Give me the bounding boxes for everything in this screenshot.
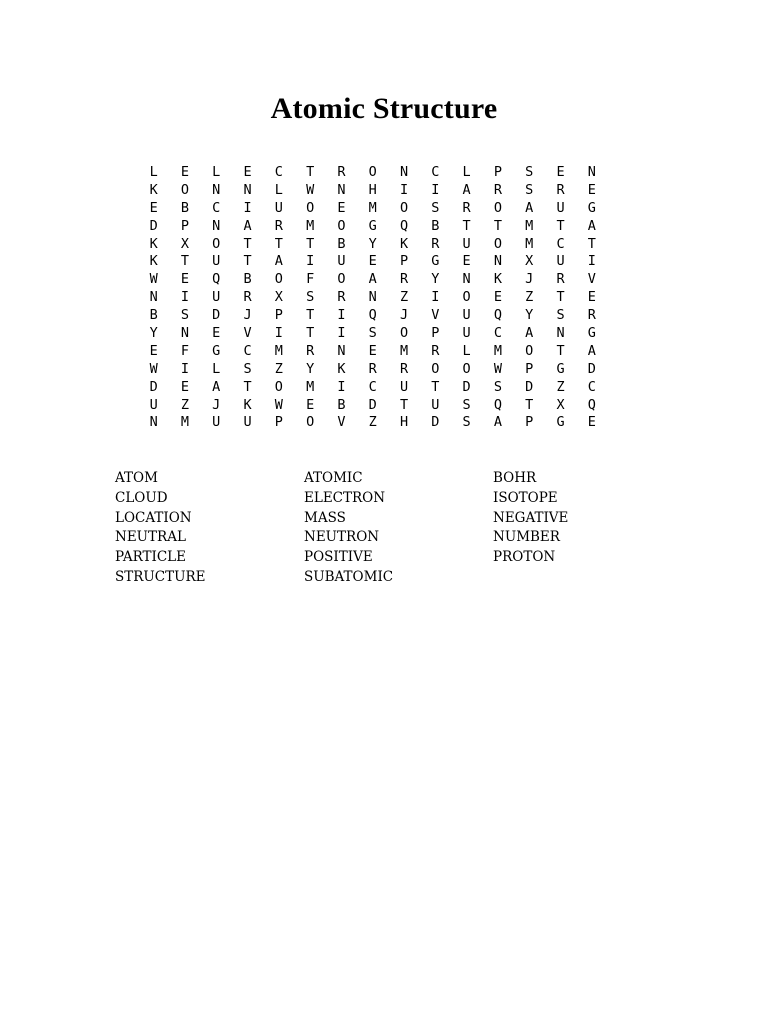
grid-letter: C [368, 378, 377, 395]
grid-letter: E [337, 199, 346, 216]
grid-letter: M [180, 414, 190, 431]
grid-letter: B [337, 235, 346, 252]
grid-letter: T [493, 217, 502, 234]
word-list-item: NEUTRAL [115, 529, 186, 546]
grid-letter: W [493, 360, 502, 377]
grid-letter: R [556, 181, 565, 198]
grid-letter: U [431, 396, 440, 413]
grid-letter: T [243, 378, 252, 395]
grid-letter: Q [368, 307, 377, 324]
grid-letter: T [431, 378, 440, 395]
grid-letter: P [525, 360, 534, 377]
grid-letter: O [431, 360, 440, 377]
grid-letter: O [462, 289, 471, 306]
grid-letter: Z [180, 396, 190, 413]
grid-letter: V [243, 325, 252, 342]
grid-letter: T [243, 253, 252, 270]
word-list-item: NEGATIVE [493, 509, 569, 526]
grid-letter: Y [306, 360, 315, 377]
grid-letter: A [462, 181, 471, 198]
grid-letter: A [525, 325, 534, 342]
grid-letter: M [493, 342, 502, 359]
grid-letter: R [431, 342, 440, 359]
grid-letter: R [337, 289, 346, 306]
grid-letter: I [306, 253, 315, 270]
grid-letter: R [306, 342, 315, 359]
word-list-item: ISOTOPE [493, 489, 558, 506]
grid-letter: D [587, 360, 596, 377]
grid-letter: U [212, 414, 221, 431]
grid-letter: S [431, 199, 440, 216]
grid-letter: L [149, 164, 158, 180]
grid-letter: K [493, 271, 502, 288]
grid-letter: P [493, 164, 502, 180]
grid-letter: U [149, 396, 158, 413]
grid-letter: T [306, 235, 315, 252]
page-title: Atomic Structure [270, 92, 498, 125]
grid-letter: T [525, 396, 534, 413]
grid-letter: Y [431, 271, 440, 288]
grid-letter: J [243, 307, 252, 324]
grid-letter: K [337, 360, 346, 377]
grid-letter: O [399, 199, 409, 216]
grid-letter: O [493, 235, 502, 252]
word-list-item: PROTON [493, 549, 556, 566]
grid-letter: C [212, 199, 221, 216]
grid-letter: E [149, 199, 158, 216]
grid-letter: D [212, 307, 221, 324]
word-list-item: SUBATOMIC [304, 568, 394, 585]
grid-letter: O [306, 199, 315, 216]
grid-letter: B [431, 217, 440, 234]
grid-letter: T [556, 289, 565, 306]
word-list-item: POSITIVE [304, 549, 373, 566]
grid-letter: O [180, 181, 190, 198]
grid-letter: U [556, 199, 565, 216]
grid-letter: O [462, 360, 471, 377]
grid-letter: F [180, 342, 190, 359]
grid-letter: G [368, 217, 377, 234]
grid-letter: Z [525, 289, 534, 306]
word-list-item: ATOMIC [304, 470, 363, 486]
grid-letter: Q [493, 396, 502, 413]
grid-letter: W [149, 360, 158, 377]
grid-letter: R [399, 271, 409, 288]
grid-letter: I [431, 289, 440, 306]
grid-letter: N [212, 217, 221, 234]
grid-letter: K [149, 181, 158, 198]
grid-letter: N [462, 271, 471, 288]
grid-letter: I [399, 181, 409, 198]
grid-letter: I [180, 360, 190, 377]
grid-letter: L [462, 342, 471, 359]
word-list [115, 469, 715, 588]
grid-letter: T [462, 217, 471, 234]
grid-letter: R [493, 181, 502, 198]
grid-letter: X [180, 235, 190, 252]
word-list-item: NUMBER [493, 529, 560, 546]
grid-letter: U [243, 414, 252, 431]
grid-letter: N [149, 289, 158, 306]
grid-letter: D [525, 378, 534, 395]
grid-letter: I [243, 199, 252, 216]
grid-letter: E [180, 164, 190, 180]
grid-letter: D [462, 378, 471, 395]
grid-letter: T [180, 253, 190, 270]
grid-letter: D [431, 414, 440, 431]
word-list-item: BOHR [493, 470, 537, 486]
grid-letter: C [493, 325, 502, 342]
grid-letter: C [243, 342, 252, 359]
grid-letter: G [587, 325, 596, 342]
grid-letter: V [587, 271, 596, 288]
grid-letter: N [368, 289, 377, 306]
grid-letter: E [180, 378, 190, 395]
grid-letter: M [306, 217, 315, 234]
grid-letter: U [337, 253, 346, 270]
grid-letter: U [399, 378, 409, 395]
grid-letter: T [243, 235, 252, 252]
grid-letter: E [587, 289, 596, 306]
grid-letter: G [212, 342, 221, 359]
grid-letter: R [431, 235, 440, 252]
grid-letter: T [556, 217, 565, 234]
grid-letter: P [274, 414, 283, 431]
grid-letter: R [274, 217, 283, 234]
grid-letter: S [180, 307, 190, 324]
grid-letter: K [399, 235, 409, 252]
grid-letter: R [556, 271, 565, 288]
grid-letter: S [556, 307, 565, 324]
grid-letter: Q [399, 217, 409, 234]
grid-letter: Q [493, 307, 502, 324]
word-list-item: LOCATION [115, 509, 192, 526]
grid-letter: B [149, 307, 158, 324]
grid-letter: E [368, 342, 377, 359]
grid-letter: A [493, 414, 502, 431]
grid-letter: I [180, 289, 190, 306]
grid-letter: T [306, 164, 315, 180]
grid-letter: S [493, 378, 502, 395]
grid-letter: D [368, 396, 377, 413]
grid-letter: T [274, 235, 283, 252]
grid-letter: N [149, 414, 158, 431]
grid-letter: N [337, 181, 346, 198]
grid-letter: E [368, 253, 377, 270]
grid-letter: O [368, 164, 377, 180]
grid-letter: N [243, 181, 252, 198]
grid-letter: L [462, 164, 471, 180]
word-search-grid [138, 164, 607, 432]
grid-letter: O [274, 271, 283, 288]
grid-letter: K [149, 235, 158, 252]
grid-letter: T [587, 235, 596, 252]
grid-letter: E [243, 164, 252, 180]
grid-letter: B [243, 271, 252, 288]
grid-letter: N [587, 164, 596, 180]
grid-letter: M [525, 217, 534, 234]
grid-letter: G [431, 253, 440, 270]
grid-letter: E [587, 414, 596, 431]
grid-letter: M [274, 342, 283, 359]
grid-letter: C [556, 235, 565, 252]
grid-letter: N [399, 164, 409, 180]
grid-letter: A [212, 378, 221, 395]
grid-letter: D [149, 217, 158, 234]
grid-letter: W [274, 396, 283, 413]
grid-letter: E [587, 181, 596, 198]
grid-letter: V [431, 307, 440, 324]
grid-letter: O [337, 217, 346, 234]
grid-letter: T [306, 325, 315, 342]
grid-letter: Z [399, 289, 409, 306]
grid-letter: T [306, 307, 315, 324]
grid-letter: N [212, 181, 221, 198]
grid-letter: U [462, 307, 471, 324]
grid-letter: Q [212, 271, 221, 288]
grid-letter: T [399, 396, 409, 413]
grid-letter: N [556, 325, 565, 342]
grid-letter: O [493, 199, 502, 216]
grid-letter: U [274, 199, 283, 216]
grid-letter: U [212, 253, 221, 270]
grid-letter: V [337, 414, 346, 431]
grid-letter: M [399, 342, 409, 359]
grid-letter: E [149, 342, 158, 359]
grid-letter: M [306, 378, 315, 395]
grid-letter: F [306, 271, 315, 288]
word-list-item: CLOUD [115, 489, 168, 506]
grid-letter: H [399, 414, 409, 431]
grid-letter: D [149, 378, 158, 395]
grid-letter: M [525, 235, 534, 252]
word-list-item: STRUCTURE [115, 568, 206, 585]
grid-letter: L [212, 164, 221, 180]
grid-letter: I [587, 253, 596, 270]
grid-letter: E [180, 271, 190, 288]
grid-letter: J [399, 307, 409, 324]
grid-letter: E [556, 164, 565, 180]
grid-letter: O [399, 325, 409, 342]
grid-letter: K [149, 253, 158, 270]
grid-letter: O [274, 378, 283, 395]
word-list-item: NEUTRON [304, 529, 380, 546]
grid-letter: B [337, 396, 346, 413]
word-list-item: PARTICLE [115, 549, 187, 566]
grid-letter: U [212, 289, 221, 306]
grid-letter: R [368, 360, 377, 377]
grid-letter: I [337, 325, 346, 342]
grid-letter: J [525, 271, 534, 288]
grid-letter: T [556, 342, 565, 359]
grid-letter: R [587, 307, 596, 324]
grid-letter: M [368, 199, 377, 216]
grid-letter: A [274, 253, 283, 270]
grid-letter: I [431, 181, 440, 198]
grid-letter: I [337, 378, 346, 395]
grid-letter: P [525, 414, 534, 431]
grid-letter: O [306, 414, 315, 431]
grid-letter: K [243, 396, 252, 413]
grid-letter: L [212, 360, 221, 377]
grid-letter: E [212, 325, 221, 342]
grid-letter: U [462, 235, 471, 252]
grid-letter: A [243, 217, 252, 234]
grid-letter: B [180, 199, 190, 216]
grid-letter: R [399, 360, 409, 377]
grid-letter: E [306, 396, 315, 413]
word-list-item: ELECTRON [304, 489, 386, 506]
grid-letter: A [587, 217, 596, 234]
grid-letter: Z [368, 414, 377, 431]
grid-letter: L [274, 181, 283, 198]
grid-letter: R [243, 289, 252, 306]
grid-letter: S [462, 414, 471, 431]
grid-letter: E [462, 253, 471, 270]
grid-letter: O [525, 342, 534, 359]
grid-letter: P [431, 325, 440, 342]
grid-letter: Y [525, 307, 534, 324]
grid-letter: S [243, 360, 252, 377]
grid-letter: S [306, 289, 315, 306]
grid-letter: A [368, 271, 377, 288]
grid-letter: I [274, 325, 283, 342]
word-list-item: ATOM [115, 470, 158, 486]
grid-letter: P [180, 217, 190, 234]
grid-letter: O [212, 235, 221, 252]
grid-letter: G [556, 414, 565, 431]
grid-letter: X [274, 289, 283, 306]
grid-letter: O [337, 271, 346, 288]
grid-letter: C [274, 164, 283, 180]
grid-letter: E [493, 289, 502, 306]
grid-letter: X [556, 396, 565, 413]
grid-letter: S [368, 325, 377, 342]
grid-letter: R [462, 199, 471, 216]
grid-letter: W [149, 271, 158, 288]
word-list-item: MASS [304, 509, 346, 526]
grid-letter: Q [587, 396, 596, 413]
grid-letter: W [306, 181, 315, 198]
grid-letter: G [587, 199, 596, 216]
grid-letter: N [337, 342, 346, 359]
grid-letter: I [337, 307, 346, 324]
grid-letter: H [368, 181, 377, 198]
grid-letter: X [525, 253, 534, 270]
grid-letter: A [587, 342, 596, 359]
grid-letter: C [431, 164, 440, 180]
grid-letter: S [462, 396, 471, 413]
grid-letter: U [462, 325, 471, 342]
grid-letter: U [556, 253, 565, 270]
grid-letter: Z [556, 378, 565, 395]
grid-letter: Z [274, 360, 283, 377]
grid-letter: P [274, 307, 283, 324]
grid-letter: Y [149, 325, 158, 342]
grid-letter: C [587, 378, 596, 395]
grid-letter: S [525, 181, 534, 198]
grid-letter: S [525, 164, 534, 180]
grid-letter: Y [368, 235, 377, 252]
grid-letter: P [399, 253, 409, 270]
grid-letter: J [212, 396, 221, 413]
grid-letter: G [556, 360, 565, 377]
grid-letter: A [525, 199, 534, 216]
grid-letter: R [337, 164, 346, 180]
grid-letter: N [180, 325, 190, 342]
grid-letter: N [493, 253, 502, 270]
